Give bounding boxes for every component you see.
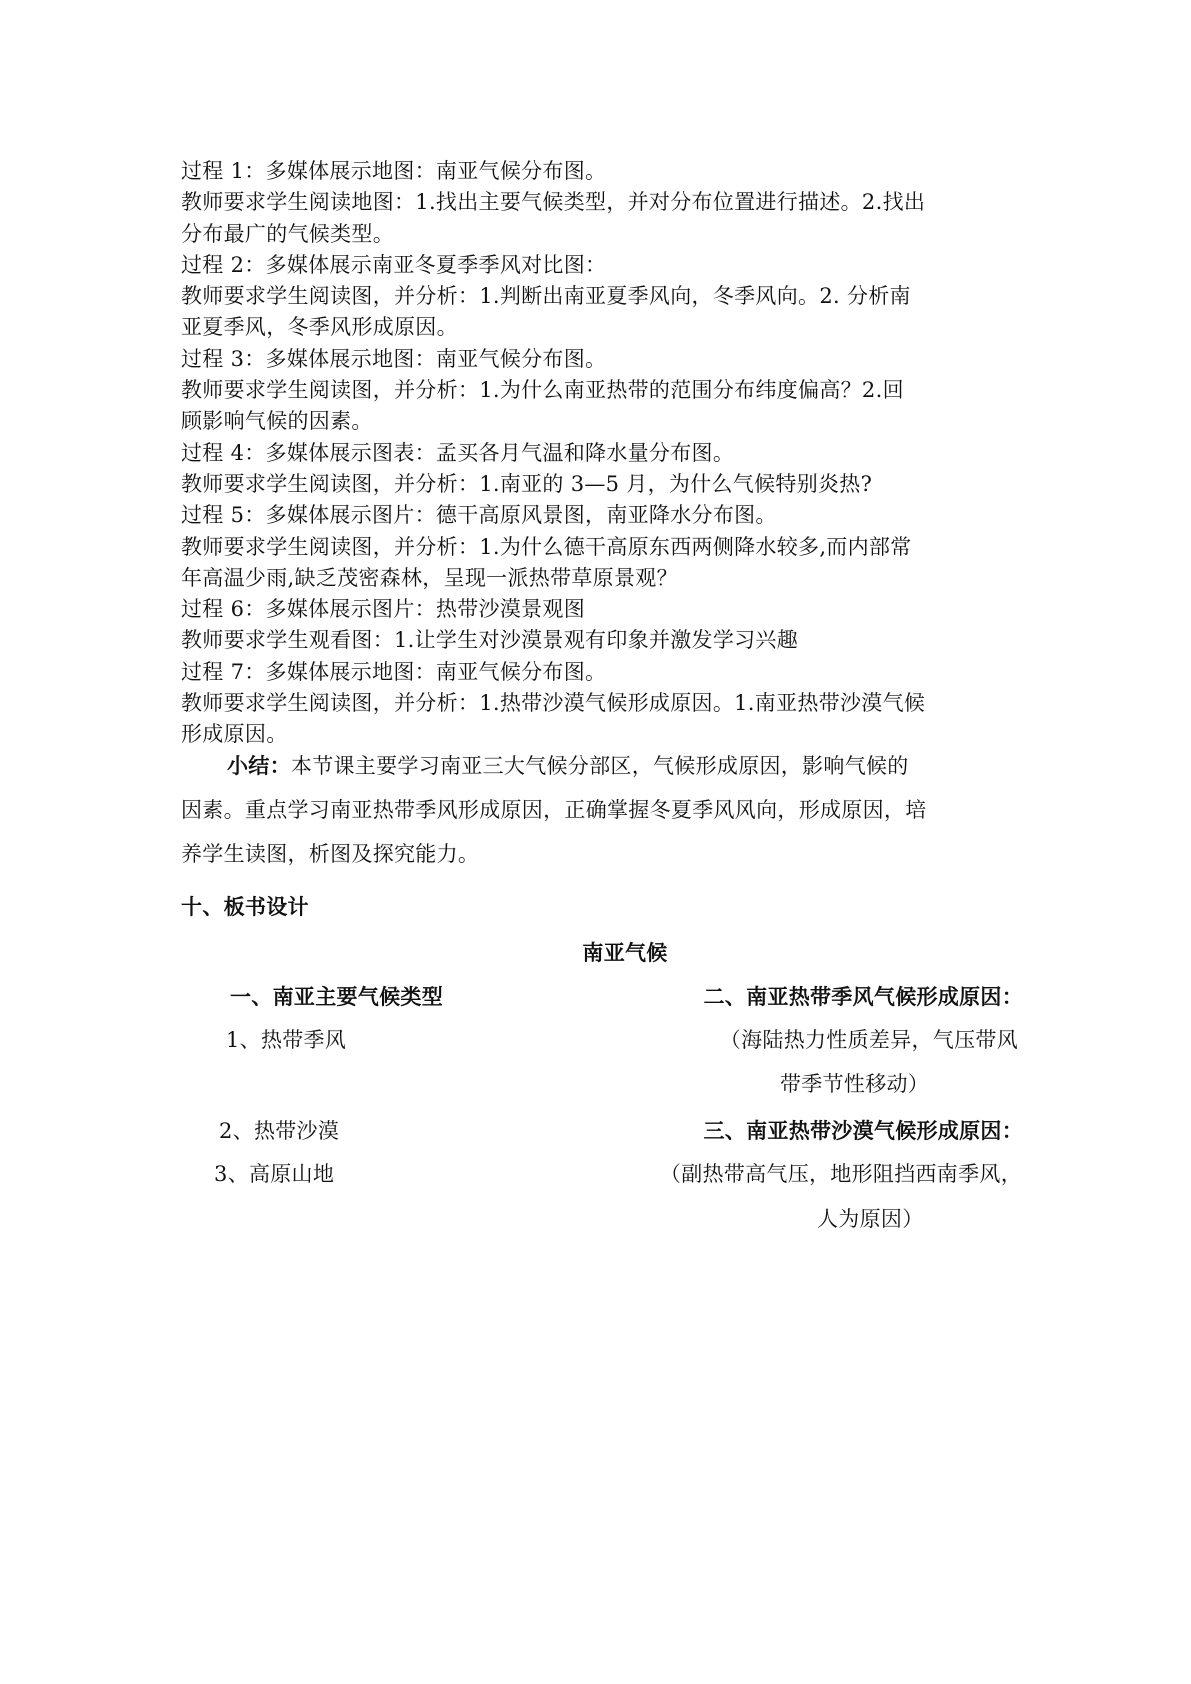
process-line: 过程 5：多媒体展示图片：德干高原风景图，南亚降水分布图。 <box>181 503 777 528</box>
summary-text: 本节课主要学习南亚三大气候分部区，气候形成原因，影响气候的 <box>290 754 909 778</box>
process-line: 过程 3：多媒体展示地图：南亚气候分布图。 <box>181 346 607 371</box>
process-line: 教师要求学生观看图：1.让学生对沙漠景观有印象并激发学习兴趣 <box>181 628 799 653</box>
process-line: 亚夏季风，冬季风形成原因。 <box>181 315 458 340</box>
right-reason-1a: （海陆热力性质差异，气压带风 <box>719 1028 1018 1052</box>
section-heading: 十、板书设计 <box>181 895 309 919</box>
process-line: 教师要求学生阅读图，并分析：1.热带沙漠气候形成原因。1.南亚热带沙漠气候 <box>181 691 926 716</box>
board-title: 南亚气候 <box>582 941 668 965</box>
summary-label: 小结： <box>227 754 291 778</box>
process-line: 分布最广的气候类型。 <box>181 221 394 246</box>
right-reason-2b: 人为原因） <box>817 1207 924 1231</box>
process-line: 教师要求学生阅读图，并分析：1.南亚的 3—5 月，为什么气候特别炎热? <box>181 471 873 496</box>
left-item: 2、热带沙漠 <box>219 1119 340 1143</box>
process-line: 年高温少雨,缺乏茂密森林，呈现一派热带草原景观？ <box>181 565 678 590</box>
left-item: 1、热带季风 <box>226 1028 347 1052</box>
process-line: 过程 7：多媒体展示地图：南亚气候分布图。 <box>181 659 607 684</box>
right-reason-1b: 带季节性移动） <box>780 1072 930 1096</box>
teaching-process-block <box>181 156 1021 751</box>
process-line: 顾影响气候的因素。 <box>181 409 373 434</box>
process-line: 过程 6：多媒体展示图片：热带沙漠景观图 <box>181 597 586 622</box>
process-line: 教师要求学生阅读图，并分析：1.判断出南亚夏季风向，冬季风向。2. 分析南 <box>181 284 911 309</box>
summary-paragraph <box>181 744 1021 876</box>
right-heading-1: 二、南亚热带季风气候形成原因： <box>703 985 1023 1009</box>
process-line: 过程 1：多媒体展示地图：南亚气候分布图。 <box>181 159 607 183</box>
summary-line <box>181 744 1021 788</box>
process-line: 教师要求学生阅读图，并分析：1.为什么德干高原东西两侧降水较多,而内部常 <box>181 534 912 559</box>
process-line: 过程 2：多媒体展示南亚冬夏季季风对比图： <box>181 252 607 277</box>
summary-line: 养学生读图，析图及探究能力。 <box>181 842 480 866</box>
summary-line: 因素。重点学习南亚热带季风形成原因，正确掌握冬夏季风风向，形成原因，培 <box>181 798 927 822</box>
process-line: 教师要求学生阅读图，并分析：1.为什么南亚热带的范围分布纬度偏高？2.回 <box>181 378 904 403</box>
left-heading: 一、南亚主要气候类型 <box>230 985 443 1009</box>
process-line: 过程 4：多媒体展示图表：孟买各月气温和降水量分布图。 <box>181 440 735 465</box>
process-line: 形成原因。 <box>181 722 288 747</box>
right-reason-2a: （副热带高气压，地形阻挡西南季风， <box>659 1162 1022 1186</box>
process-line: 教师要求学生阅读地图：1.找出主要气候类型，并对分布位置进行描述。2.找出 <box>181 190 926 215</box>
right-heading-2: 三、南亚热带沙漠气候形成原因： <box>703 1119 1023 1143</box>
left-item: 3、高原山地 <box>214 1162 335 1186</box>
